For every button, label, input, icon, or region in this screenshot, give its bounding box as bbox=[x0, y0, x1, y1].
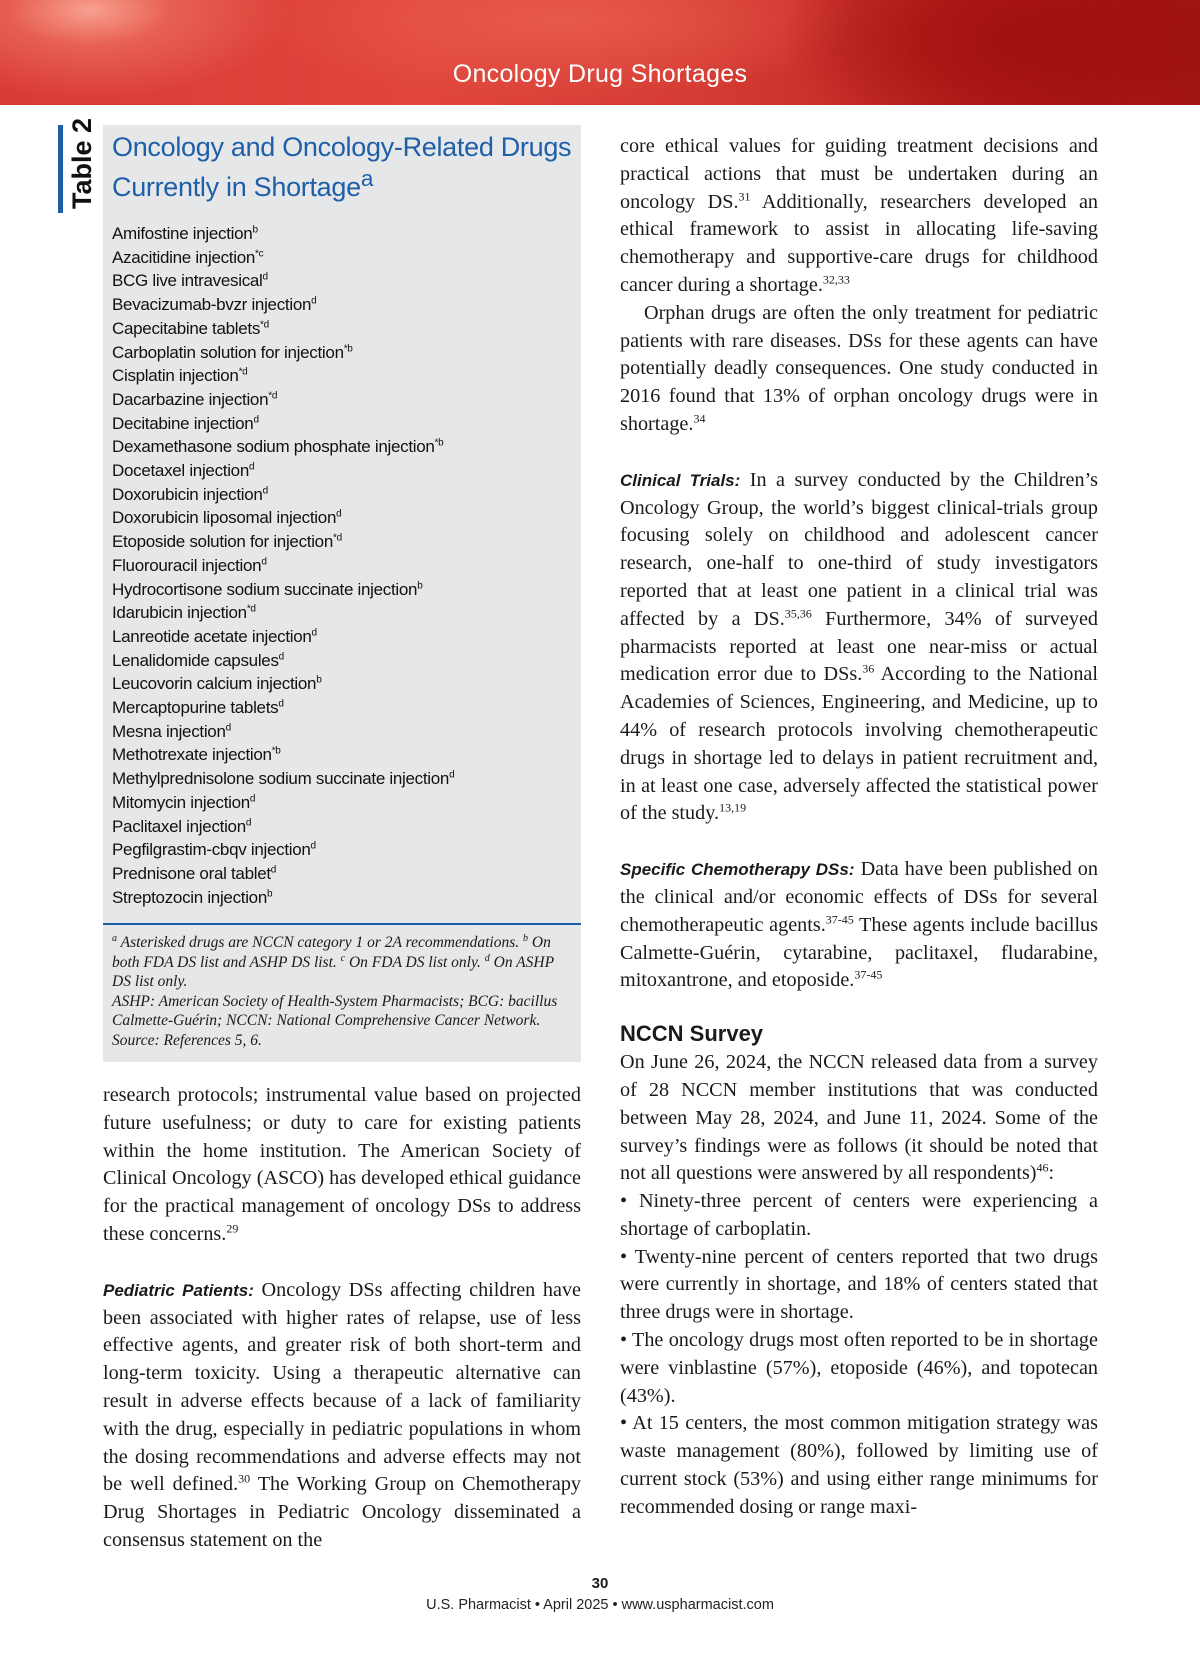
drug-footnote-mark: d bbox=[278, 651, 284, 662]
paragraph-text: These agents include bacillus Calmette-Guérin, cytarabine, paclitaxel, fludarabine, mitoxantrone, and etoposide. bbox=[620, 913, 1098, 992]
drug-list-item bbox=[112, 743, 454, 767]
drug-list-item bbox=[112, 625, 454, 649]
drug-list-item bbox=[112, 506, 454, 530]
left-paragraph-2 bbox=[103, 1277, 581, 1555]
right-paragraph-1 bbox=[620, 133, 1098, 300]
drug-name: Mercaptopurine tablets bbox=[112, 698, 279, 718]
drug-footnote-mark: *b bbox=[343, 342, 353, 354]
paragraph-gap bbox=[103, 1249, 581, 1277]
drug-name: Bevacizumab-bvzr injection bbox=[112, 295, 312, 315]
right-paragraph-3 bbox=[620, 467, 1098, 828]
drug-list-item bbox=[112, 530, 454, 554]
drug-name: Leucovorin calcium injection bbox=[112, 674, 317, 694]
drug-list-item bbox=[112, 838, 454, 862]
drug-footnote-mark: *b bbox=[271, 745, 281, 757]
drug-footnote-mark: d bbox=[249, 461, 255, 473]
drug-list-item bbox=[112, 767, 454, 791]
drug-list-item bbox=[112, 459, 454, 483]
drug-list-item bbox=[112, 293, 454, 317]
drug-footnote-mark: *d bbox=[246, 603, 256, 615]
section-gap bbox=[620, 995, 1098, 1019]
drug-name: Azacitidine injection bbox=[112, 247, 256, 267]
paragraph-text: Orphan drugs are often the only treatment for pediatric patients with rare diseases. DSs for these agents can have potentially deadly consequences. One study conducted in 2016 found that 13% of orphan oncology drugs were in shortage. bbox=[620, 301, 1098, 435]
drug-list-item bbox=[112, 317, 454, 341]
drug-list-item bbox=[112, 649, 454, 673]
drug-name: Doxorubicin liposomal injection bbox=[112, 508, 337, 528]
drug-name: Prednisone oral tablet bbox=[112, 863, 271, 883]
citation: 34 bbox=[693, 411, 706, 426]
footnote-abbreviations: ASHP: American Society of Health-System Pharmacists; BCG: bacillus Calmette-Guérin; NCCN: National Comprehensive Cancer Network. Source: References 5, 6. bbox=[112, 992, 558, 1049]
bullet-item: • The oncology drugs most often reported to be in shortage were vinblastine (57%), etoposide (46%), and topotecan (43%). bbox=[620, 1329, 1098, 1407]
drug-footnote-mark: d bbox=[278, 698, 284, 710]
drug-list-item bbox=[112, 672, 454, 696]
drug-name: Lenalidomide capsules bbox=[112, 650, 279, 670]
drug-name: Amifostine injection bbox=[112, 224, 253, 243]
drug-name: Methotrexate injection bbox=[112, 745, 272, 765]
citation: 36 bbox=[862, 661, 875, 676]
table-title-text: Oncology and Oncology-Related Drugs Currently in Shortage bbox=[112, 132, 572, 202]
bullet-item: • Ninety-three percent of centers were experiencing a shortage of carboplatin. bbox=[620, 1190, 1098, 1240]
citation: 37-45 bbox=[825, 911, 854, 926]
drug-footnote-mark: d bbox=[311, 627, 317, 639]
paragraph-gap bbox=[620, 828, 1098, 856]
right-column bbox=[620, 133, 1098, 1522]
paragraph-text: Additionally, researchers developed an ethical framework to assist in allocating life-saving chemotherapy and supportive-care drugs for childhood cancer during a shortage. bbox=[620, 190, 1098, 296]
drug-name: Hydrocortisone sodium succinate injection bbox=[112, 579, 418, 599]
drug-list-item bbox=[112, 815, 454, 839]
drug-list bbox=[112, 222, 454, 909]
drug-name: Fluorouracil injection bbox=[112, 555, 262, 575]
paragraph-gap bbox=[620, 439, 1098, 467]
drug-footnote-mark: d bbox=[245, 816, 252, 828]
footnote-mark-c: c bbox=[340, 952, 346, 964]
footnote-b: On both FDA DS list and ASHP DS list. bbox=[112, 934, 551, 971]
citation: 32,33 bbox=[822, 272, 850, 287]
drug-name: Etoposide solution for injection bbox=[112, 532, 333, 552]
drug-name: BCG live intravesical bbox=[112, 271, 263, 291]
drug-name: Streptozocin injection bbox=[112, 887, 267, 907]
page-number: 30 bbox=[591, 1575, 609, 1592]
citation: 35,36 bbox=[784, 606, 812, 621]
drug-list-item bbox=[112, 601, 454, 625]
drug-list-item bbox=[112, 578, 454, 602]
drug-name: Idarubicin injection bbox=[112, 603, 247, 623]
header-banner bbox=[0, 0, 1200, 105]
drug-footnote-mark: d bbox=[310, 840, 316, 852]
paragraph-text: Oncology DSs affecting children have been associated with higher rates of relapse, use of less effective agents, and greater risk of both short-term and long-term toxicity. Using a therapeutic alternative can result in adverse effects because of a lack of familiarity with the drug, especially in pediatric populations in whom the dosing recommendations and adverse effects may not be well defined. bbox=[103, 1278, 581, 1496]
drug-list-item bbox=[112, 388, 454, 412]
paragraph-text: research protocols; instrumental value based on projected future usefulness; or duty to care for existing patients within the home institution. The American Society of Clinical Oncology (ASCO) has developed ethical guidance for the practical management of oncology DSs to address these concerns. bbox=[103, 1084, 581, 1245]
citation: 30 bbox=[238, 1471, 251, 1486]
drug-footnote-mark: b bbox=[417, 579, 423, 591]
paragraph-text: Data have been published on the clinical and/or economic effects of DSs for several chemotherapeutic agents. bbox=[620, 858, 1098, 936]
footnote-c: On FDA DS list only. bbox=[345, 953, 485, 971]
drug-footnote-mark: d bbox=[225, 722, 231, 734]
drug-list-item bbox=[112, 246, 454, 270]
heading-nccn-survey: NCCN Survey bbox=[620, 1021, 764, 1047]
paragraph-text: The Working Group on Chemotherapy Drug Shortages in Pediatric Oncology disseminated a consensus statement on the bbox=[103, 1473, 582, 1551]
drug-footnote-mark: d bbox=[262, 271, 268, 283]
drug-list-item bbox=[112, 862, 454, 886]
paragraph-text: Furthermore, 34% of surveyed pharmacists reported at least one near-miss or actual medication error due to DSs. bbox=[620, 607, 1098, 686]
footer-credit: U.S. Pharmacist • April 2025 • www.uspharmacist.com bbox=[426, 1597, 774, 1613]
drug-name: Doxorubicin injection bbox=[112, 484, 263, 504]
footnote-mark-d: d bbox=[484, 952, 490, 964]
drug-footnote-mark: d bbox=[270, 864, 277, 876]
drug-footnote-mark: d bbox=[262, 485, 268, 497]
drug-footnote-mark: d bbox=[253, 413, 259, 425]
left-paragraph-1 bbox=[103, 1082, 581, 1249]
drug-list-item bbox=[112, 720, 454, 744]
drug-name: Capecitabine tablets bbox=[112, 318, 261, 338]
drug-footnote-mark: *c bbox=[255, 248, 264, 260]
paragraph-text: On June 26, 2024, the NCCN released data from a survey of 28 NCCN member institutions that was conducted between May 28, 2024, and June 11, 2024. Some of the survey’s findings were as follows (it should be noted that not all questions were answered by all respondents) bbox=[620, 1051, 1098, 1185]
paragraph-text: : bbox=[1048, 1162, 1055, 1185]
subhead-clinical-trials: Clinical Trials: bbox=[620, 470, 741, 490]
drug-name: Mesna injection bbox=[112, 721, 226, 741]
drug-name: Carboplatin solution for injection bbox=[112, 342, 344, 362]
footnote-mark-a: a bbox=[112, 932, 117, 944]
drug-footnote-mark: b bbox=[252, 224, 258, 236]
drug-list-item bbox=[112, 791, 454, 815]
subhead-specific-chemotherapy: Specific Chemotherapy DSs: bbox=[620, 860, 855, 880]
drug-name: Dexamethasone sodium phosphate injection bbox=[112, 437, 435, 457]
drug-name: Decitabine injection bbox=[112, 413, 254, 433]
drug-list-item bbox=[112, 364, 454, 388]
section-title: Oncology Drug Shortages bbox=[452, 60, 748, 88]
right-paragraph-4 bbox=[620, 856, 1098, 995]
drug-name: Docetaxel injection bbox=[112, 461, 249, 481]
drug-footnote-mark: d bbox=[311, 295, 317, 307]
table-title-footnote-mark: a bbox=[360, 166, 374, 191]
drug-list-item bbox=[112, 412, 454, 436]
drug-name: Lanreotide acetate injection bbox=[112, 626, 312, 646]
table-box bbox=[103, 125, 581, 1062]
table-divider bbox=[103, 923, 581, 925]
drug-footnote-mark: *d bbox=[268, 390, 278, 402]
citation: 31 bbox=[738, 188, 751, 203]
bullet-item: • Twenty-nine percent of centers reported that two drugs were currently in shortage, and 18% of centers stated that three drugs were in shortage. bbox=[620, 1245, 1098, 1324]
drug-name: Dacarbazine injection bbox=[112, 389, 269, 409]
citation: 29 bbox=[226, 1221, 239, 1236]
drug-footnote-mark: b bbox=[267, 888, 273, 900]
drug-footnote-mark: b bbox=[316, 674, 322, 686]
citation: 37-45 bbox=[854, 967, 883, 982]
drug-list-item bbox=[112, 435, 454, 459]
drug-name: Pegfilgrastim-cbqv injection bbox=[112, 840, 311, 860]
drug-list-item bbox=[112, 341, 454, 365]
drug-footnote-mark: *d bbox=[238, 366, 248, 378]
drug-list-item bbox=[112, 483, 454, 507]
drug-list-item bbox=[112, 886, 454, 910]
right-paragraph-2 bbox=[620, 300, 1098, 439]
bullet-item: • At 15 centers, the most common mitigation strategy was waste management (80%), followed by limiting use of current stock (53%) and using either range minimums for recommended dosing or range maxi- bbox=[620, 1412, 1098, 1518]
citation: 13,19 bbox=[719, 800, 747, 815]
right-paragraph-5 bbox=[620, 1049, 1098, 1188]
drug-list-item bbox=[112, 554, 454, 578]
footnote-d: On ASHP DS list only. bbox=[112, 953, 554, 990]
drug-footnote-mark: *d bbox=[260, 319, 269, 331]
citation: 46 bbox=[1036, 1160, 1049, 1175]
left-column bbox=[103, 1082, 581, 1555]
footnote-definitions bbox=[112, 933, 572, 992]
paragraph-text: According to the National Academies of Sciences, Engineering, and Medicine, up to 44% of research protocols involving chemotherapeutic drugs in shortage led to delays in patient recruitment and, in at least one case, adversely affected the statistical power of the study. bbox=[620, 663, 1098, 825]
table-label bbox=[58, 117, 101, 213]
footnote-a: Asterisked drugs are NCCN category 1 or 2A recommendations. bbox=[117, 934, 523, 951]
drug-list-item bbox=[112, 222, 454, 246]
drug-footnote-mark: *b bbox=[434, 437, 444, 449]
drug-footnote-mark: d bbox=[336, 508, 342, 520]
table-footnotes bbox=[112, 933, 572, 1050]
drug-footnote-mark: *d bbox=[333, 532, 342, 544]
paragraph-text: core ethical values for guiding treatment decisions and practical actions that must be undertaken during an oncology DS. bbox=[620, 135, 1098, 213]
drug-list-item bbox=[112, 696, 454, 720]
drug-name: Paclitaxel injection bbox=[112, 816, 246, 836]
table-title bbox=[112, 131, 572, 203]
drug-name: Mitomycin injection bbox=[112, 792, 250, 812]
drug-name: Methylprednisolone sodium succinate injection bbox=[112, 769, 450, 789]
footnote-mark-b: b bbox=[523, 932, 528, 944]
drug-footnote-mark: d bbox=[249, 793, 256, 805]
drug-name: Cisplatin injection bbox=[112, 366, 239, 386]
drug-footnote-mark: d bbox=[261, 556, 267, 568]
subhead-pediatric-patients: Pediatric Patients: bbox=[103, 1280, 254, 1300]
paragraph-text: In a survey conducted by the Children’s Oncology Group, the world’s biggest clinical-trials group focusing solely on childhood and adolescent cancer research, one-half to one-third of study investigators reported that at least one patient in a clinical trial was affected by a DS. bbox=[620, 468, 1098, 630]
drug-list-item bbox=[112, 269, 454, 293]
table-label-text: Table 2 bbox=[67, 117, 97, 209]
drug-footnote-mark: d bbox=[449, 769, 455, 781]
